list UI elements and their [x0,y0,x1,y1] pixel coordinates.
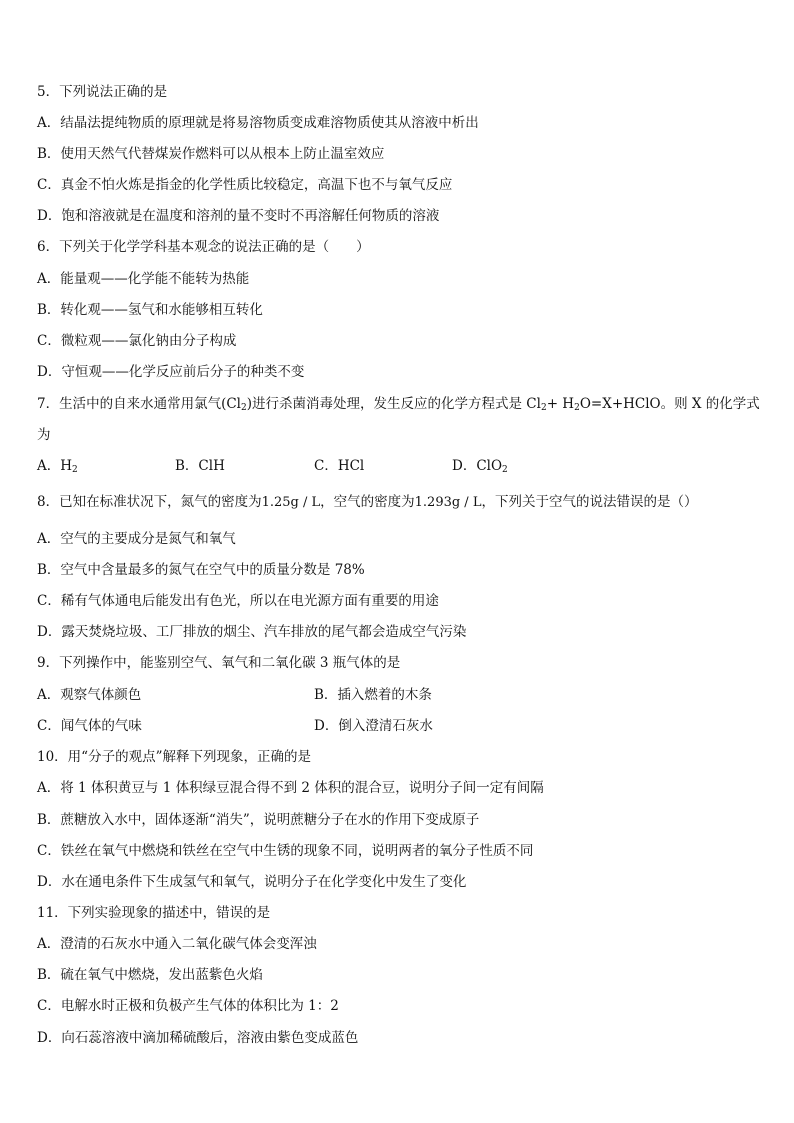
q10-option-b: B．蔗糖放入水中，固体逐渐“消失”，说明蔗糖分子在水的作用下变成原子 [37,812,480,828]
q6-option-b: B．转化观——氢气和水能够相互转化 [37,302,263,318]
q10-option-d: D．水在通电条件下生成氢气和氧气，说明分子在化学变化中发生了变化 [37,874,467,890]
q11-option-a: A．澄清的石灰水中通入二氧化碳气体会变浑浊 [37,936,317,952]
q7-stem: 7．生活中的自来水通常用氯气$(Cl_2)$进行杀菌消毒处理，发生反应的化学方程式是 $Cl_2+$ $H_2O=X+HClO$。则 X 的化学式 [37,396,760,413]
q9-option-b: B．插入燃着的木条 [314,687,432,703]
q6-option-c: C．微粒观——氯化钠由分子构成 [37,333,237,349]
q5-option-d: D．饱和溶液就是在温度和溶剂的量不变时不再溶解任何物质的溶液 [37,208,440,224]
density-air: 1.293g / L [414,495,482,510]
q10-option-a: A．将 1 体积黄豆与 1 体积绿豆混合得不到 2 体积的混合豆，说明分子间一定有间隔 [37,780,544,796]
q10-stem: 10．用“分子的观点”解释下列现象，正确的是 [37,749,311,765]
q5-option-c: C．真金不怕火炼是指金的化学性质比较稳定，高温下也不与氧气反应 [37,177,453,193]
q5-stem: 5．下列说法正确的是 [37,84,168,100]
q7-option-c: C．HCl [314,458,365,474]
q11-option-c: C．电解水时正极和负极产生气体的体积比为 1：2 [37,998,339,1014]
q7-option-d: D．ClO$_2$ [452,458,508,475]
q8-option-b: B．空气中含量最多的氮气在空气中的质量分数是 78% [37,562,365,578]
q8-option-d: D．露天焚烧垃圾、工厂排放的烟尘、汽车排放的尾气都会造成空气污染 [37,624,467,640]
q6-option-d: D．守恒观——化学反应前后分子的种类不变 [37,364,305,380]
q6-stem: 6．下列关于化学学科基本观念的说法正确的是（ ） [37,239,370,255]
q9-option-d: D．倒入澄清石灰水 [314,718,433,734]
q8-stem: 8．已知在标准状况下，氮气的密度为1.25g / L，空气的密度为1.293g / L，下列关于空气的说法错误的是（） [37,494,698,510]
q8-option-c: C．稀有气体通电后能发出有色光，所以在电光源方面有重要的用途 [37,593,439,609]
q8-option-a: A．空气的主要成分是氮气和氧气 [37,531,236,547]
q11-option-b: B．硫在氧气中燃烧，发出蓝紫色火焰 [37,967,263,983]
q9-stem: 9．下列操作中，能鉴别空气、氧气和二氧化碳 3 瓶气体的是 [37,655,401,671]
q10-option-c: C．铁丝在氧气中燃烧和铁丝在空气中生锈的现象不同，说明两者的氧分子性质不同 [37,843,534,859]
q9-option-a: A．观察气体颜色 [37,687,142,703]
q11-stem: 11．下列实验现象的描述中，错误的是 [37,905,271,921]
density-nitrogen: 1.25g / L [261,495,321,510]
q6-option-a: A．能量观——化学能不能转为热能 [37,271,250,287]
q7-stem-continued: 为 [37,427,51,443]
q7-option-a: A．$H_2$ [37,458,78,475]
q11-option-d: D．向石蕊溶液中滴加稀硫酸后，溶液由紫色变成蓝色 [37,1030,359,1046]
q9-option-c: C．闻气体的气味 [37,718,142,734]
q5-option-a: A．结晶法提纯物质的原理就是将易溶物质变成难溶物质使其从溶液中析出 [37,115,479,131]
q5-option-b: B．使用天然气代替煤炭作燃料可以从根本上防止温室效应 [37,146,385,162]
q7-option-b: B．ClH [175,458,225,474]
